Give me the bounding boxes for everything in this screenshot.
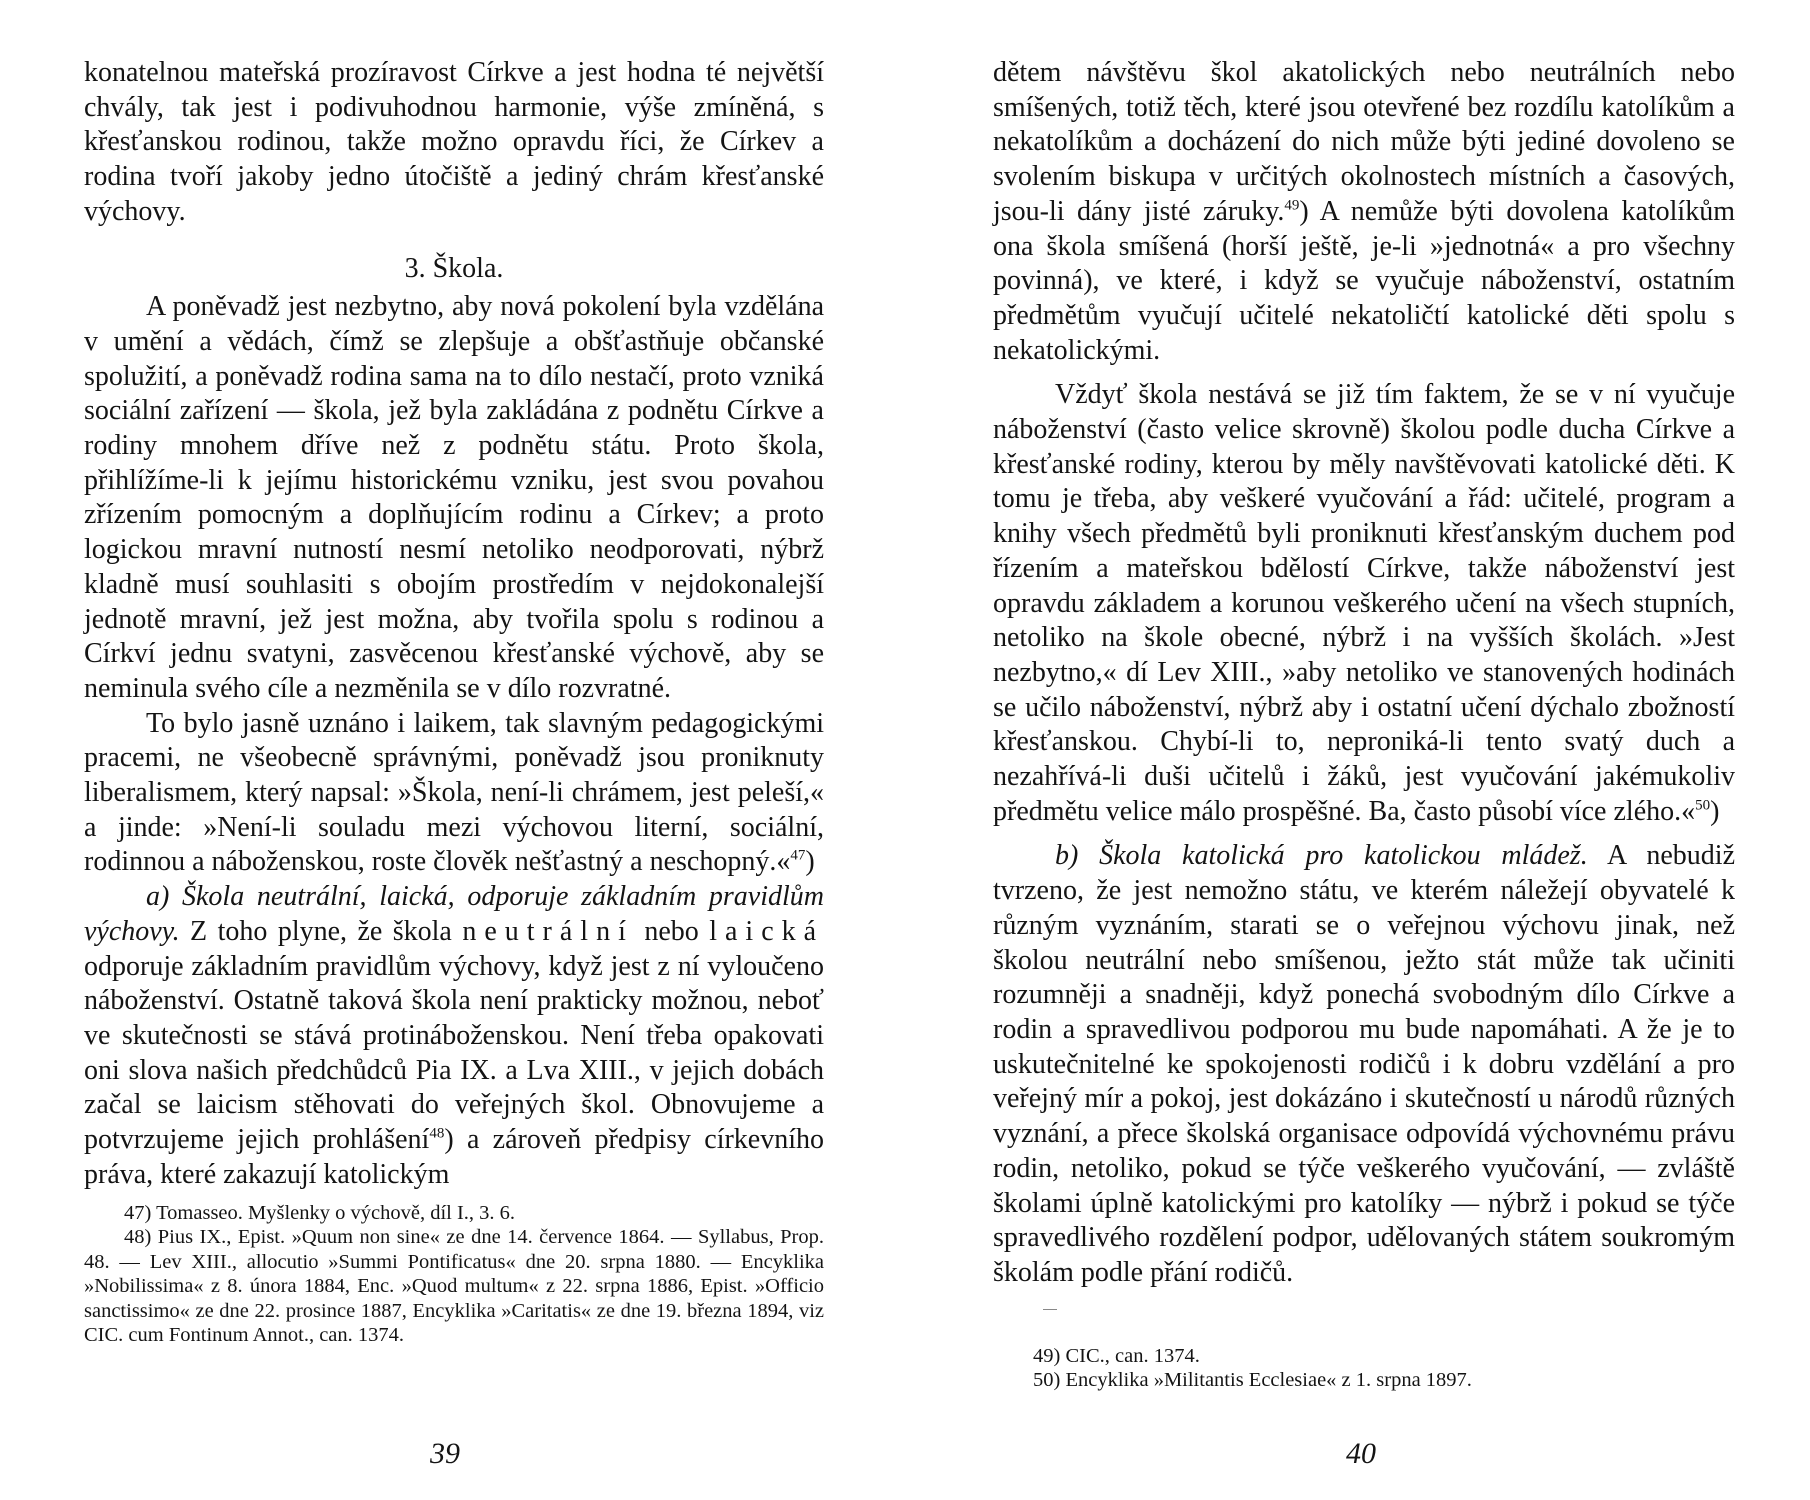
- right-paragraph-2: Vždyť škola nestává se již tím faktem, že se v ní vyučuje náboženství (často velice skrovně) školou podle ducha Církve a křesťanské rodiny, kterou by měly navštěvovati katolické děti. K tomu je třeba, aby veškeré vyučování a řád: učitelé, program a knihy všech předmětů byli proniknuti křesťanským duchem pod řízením a mateřskou bdělostí Církve, takže náboženství jest opravdu základem a korunou veškerého učení na všech stupních, netoliko na škole obecné, nýbrž i na vyšších školách. »Jest nezbytno,« dí Lev XIII., »aby netoliko ve stanovených hodinách se učilo náboženství, nýbrž aby i ostatní učení dýchalo zbožností křesťanskou. Chybí-li to, neproniká-li tento svatý duch a nezahřívá-li duši učitelů i žáků, jest vyučování jakémukoliv předmětu velice málo prospěšné. Ba, často působí více zlého.«$^{50}$): [993, 379, 1735, 827]
- left-footnotes: [84, 1201, 824, 1349]
- right-paragraph-2-text: Vždyť škola nestává se již tím faktem, že se v ní vyučuje náboženství (často velice skrovně) školou podle ducha Církve a křesťanské rodiny, kterou by měly navštěvovati katolické děti. K tomu je třeba, aby veškeré vyučování a řád: učitelé, program a knihy všech předmětů byli proniknuti křesťanským duchem pod řízením a mateřskou bdělostí Církve, takže náboženství jest opravdu základem a korunou veškerého učení na všech stupních, netoliko na škole obecné, nýbrž i na vyšších školách. »Jest nezbytno,« dí Lev XIII., »aby netoliko ve stanovených hodinách se učilo náboženství, nýbrž aby i ostatní učení dýchalo zbožností křesťanskou. Chybí-li to, neproniká-li tento svatý duch a nezahřívá-li duši učitelů i žáků, jest vyučování jakémukoliv předmětu velice málo prospěšné. Ba, často působí více zlého.«: [993, 379, 1735, 827]
- right-footnotes: [993, 1344, 1735, 1393]
- footnote-ref-48: 48: [429, 1125, 445, 1142]
- footnote-ref-50: 50: [1695, 797, 1711, 814]
- footnote-49: 49) CIC., can. 1374.: [1033, 1344, 1200, 1367]
- left-paragraph-2-text: To bylo jasně uznáno i laikem, tak slavným pedagogickými pracemi, ne všeobecně správnými, poněvadž jsou proniknuty liberalismem, který napsal: »Škola, není-li chrámem, jest peleší,« a jinde: »Není-li souladu mezi výchovou literní, sociální, rodinnou a náboženskou, roste člověk nešťastný a neschopný.«: [84, 707, 824, 878]
- footnote-50: 50) Encyklika »Militantis Ecclesiae« z 1. srpna 1897.: [1033, 1369, 1472, 1392]
- left-paragraph-3-part-c: odporuje základním pravidlům výchovy, když jest z ní vyloučeno náboženství. Ostatně taková škola není prakticky možnou, neboť ve skutečnosti se stává protináboženskou. Není třeba opakovati oni slova našich předchůdců Pia IX. a Lva XIII., v jejich dobách začal se laicism stěhovati do veřejných škol. Obnovujeme a potvrzujeme jejich prohlášení: [84, 950, 824, 1156]
- footnote-48: 48) Pius IX., Epist. »Quum non sine« ze dne 14. července 1864. — Syllabus, Prop. 48. — Lev XIII., allocutio »Summi Pontificatus« dne 20. srpna 1880. — Encyklika »Nobilissima« z 8. února 1884, Enc. »Quod multum« z 22. srpna 1886, Epist. »Officio sanctissimo« ze dne 22. prosince 1887, Encyklika »Caritatis« ze dne 19. března 1894, viz CIC. cum Fontinum Annot., can. 1374.: [84, 1226, 824, 1347]
- right-paragraph-3-text: A nebudiž tvrzeno, že jest nemožno státu, ve kterém náležejí obyvatelé k různým vyznáním, starati se o veřejnou výchovu jinak, než školou neutrální nebo smíšenou, ježto stát může tak učiniti rozumněji a snadněji, když ponechá svobodným dílo Církve a rodin a spravedlivou podporou mu bude napomáhati. A že je to uskutečnitelné ke spokojenosti rodičů i k dobru vzdělání a pro veřejný mír a pokoj, jest dokázáno i skutečností u národů různých vyznání, a přece školská organisace odpovídá výchovnému právu rodin, netoliko, pokud se týče veškerého vyučování, — zvláště školami úplně katolickými pro katolíky — nýbrž i pokud se týče spravedlivého rozdělení podpor, udělovaných státem soukromým školám podle přání rodičů.: [993, 840, 1735, 1288]
- left-paragraph-3-part-b: nebo: [644, 915, 699, 947]
- left-paragraph-3-part-d: a zároveň předpisy církevního práva, které zakazují katolickým: [84, 1124, 824, 1190]
- subheading-a: a) Škola neutrální, laická, odporuje základním pravidlům výchovy.: [84, 881, 824, 947]
- right-page: [993, 56, 1735, 1393]
- section-heading: [84, 252, 824, 287]
- footnote-47: 47) Tomasseo. Myšlenky o výchově, díl I., 3. 6.: [124, 1201, 516, 1224]
- footnote-ref-47: 47: [790, 848, 806, 865]
- left-paragraph-intro: konatelnou mateřská prozíravost Církve a jest hodna té největší chvály, tak jest i podivuhodnou harmonie, výše zmíněná, s křesťanskou rodinou, takže možno opravdu říci, že Církev a rodina tvoří jakoby jedno útočiště a jediný chrám křesťanské výchovy.: [84, 57, 824, 227]
- right-paragraph-1-part-a: dětem návštěvu škol akatolických nebo neutrálních nebo smíšených, totiž těch, které jsou otevřené bez rozdílu katolíkům a nekatolíkům a docházení do nich může býti jediné dovoleno se svolením biskupa v určitých okolnostech místních a časových, jsou-li dány jisté záruky.: [993, 57, 1735, 227]
- footnote-divider: [1043, 1309, 1057, 1310]
- subheading-b: b) Škola katolická pro katolickou mládež.: [1055, 840, 1588, 872]
- section-heading-text: 3. Škola.: [404, 252, 504, 284]
- page-number-left: 39: [430, 1437, 460, 1470]
- right-paragraph-3: [993, 839, 1735, 1290]
- left-page: [84, 56, 824, 1348]
- right-paragraph-1-part-b: A nemůže býti dovolena katolíkům ona škola smíšená (horší ještě, je-li »jednotná« a pro všechny povinná), ve které, i když se vyučuje náboženství, ostatním předmětům vyučují učitelé nekatoličtí katolické děti spolu s nekatolickými.: [993, 195, 1735, 366]
- left-paragraph-2: To bylo jasně uznáno i laikem, tak slavným pedagogickými pracemi, ne všeobecně správnými, poněvadž jsou proniknuty liberalismem, který napsal: »Škola, není-li chrámem, jest peleší,« a jinde: »Není-li souladu mezi výchovou literní, sociální, rodinnou a náboženskou, roste člověk nešťastný a neschopný.«$^{47}$): [84, 707, 824, 878]
- left-paragraph-3-part-a: Z toho plyne, že škola: [190, 915, 452, 947]
- word-laicka: laická: [709, 915, 825, 947]
- footnote-ref-49: 49: [1284, 197, 1300, 214]
- page-number-right: 40: [1346, 1437, 1376, 1470]
- left-paragraph-3: a) Škola neutrální, laická, odporuje základním pravidlům výchovy. Z toho plyne, že škola neutrální nebo laická odporuje základním pravidlům výchovy, když jest z ní vyloučeno náboženství. Ostatně taková škola není prakticky možnou, neboť ve skutečnosti se stává protináboženskou. Není třeba opakovati oni slova našich předchůdců Pia IX. a Lva XIII., v jejich dobách začal se laicism stěhovati do veřejných škol. Obnovujeme a potvrzujeme jejich prohlášení$^{48}$) a zároveň předpisy církevního práva, které zakazují katolickým: [84, 881, 825, 1190]
- word-neutralni: neutrální: [462, 915, 634, 947]
- left-paragraph-1: A poněvadž jest nezbytno, aby nová pokolení byla vzdělána v umění a vědách, čímž se zlepšuje a obšťastňuje občanské spolužití, a poněvadž rodina sama na to dílo nestačí, proto vzniká sociální zařízení — škola, jež byla zakládána z podnětu Církve a rodiny mnohem dříve než z podnětu státu. Proto škola, přihlížíme-li k jejímu historickému vzniku, jest svou povahou zřízením pomocným a doplňujícím rodinu a Církev; a proto logickou mravní nutností nesmí netoliko neodporovati, nýbrž kladně musí souhlasiti s obojím prostředím v nejdokonalejší jednotě mravní, jež jest možna, aby tvořila spolu s rodinou a Církví jednu svatyni, zasvěcenou křesťanské výchově, aby se neminula svého cíle a nezměnila se v dílo rozvratné.: [84, 291, 824, 704]
- right-paragraph-1: dětem návštěvu škol akatolických nebo neutrálních nebo smíšených, totiž těch, které jsou otevřené bez rozdílu katolíkům a nekatolíkům a docházení do nich může býti jediné dovoleno se svolením biskupa v určitých okolnostech místních a časových, jsou-li dány jisté záruky.$^{49}$) A nemůže býti dovolena katolíkům ona škola smíšená (horší ještě, je-li »jednotná« a pro všechny povinná), ve které, i když se vyučuje náboženství, ostatním předmětům vyučují učitelé nekatoličtí katolické děti spolu s nekatolickými.: [993, 57, 1735, 366]
